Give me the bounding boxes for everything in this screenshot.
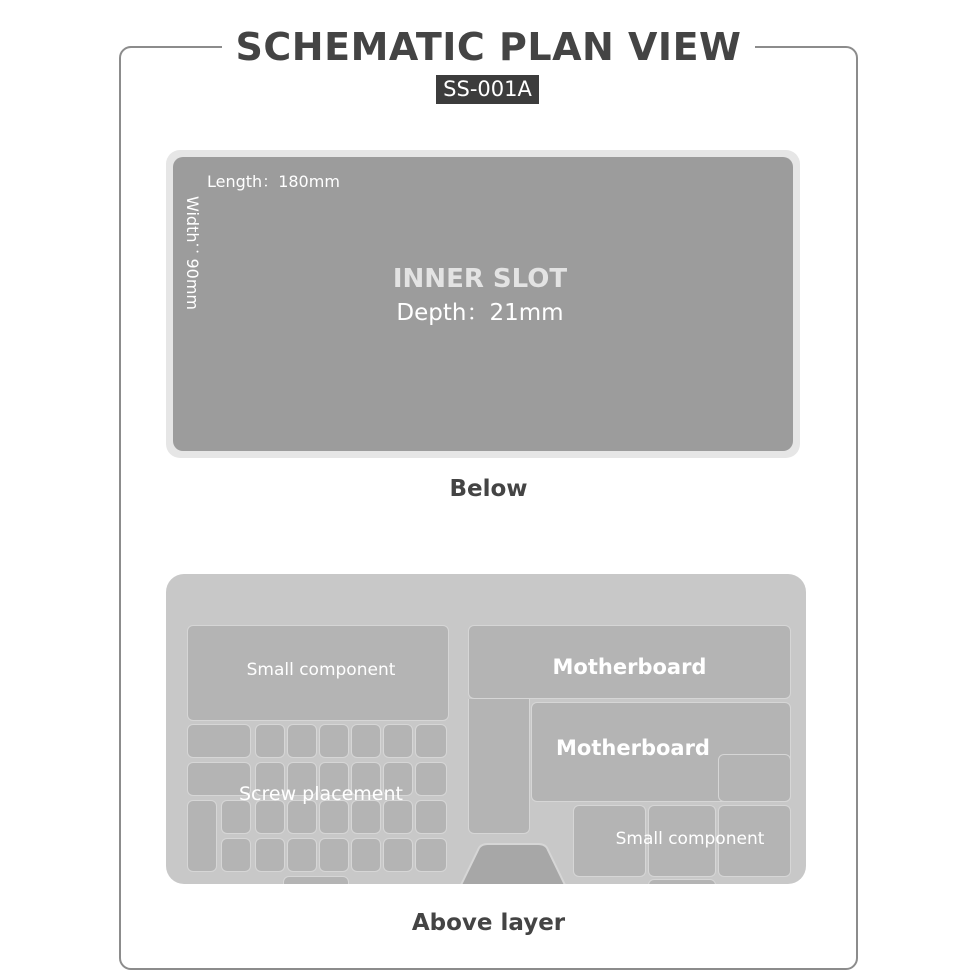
screw-compartment xyxy=(319,838,349,872)
small-component-label-bottom: Small component xyxy=(615,829,765,849)
screw-compartment xyxy=(221,800,251,834)
width-label: Width：90mm xyxy=(183,196,202,311)
screw-placement-label: Screw placement xyxy=(239,783,403,805)
screw-compartment xyxy=(287,800,317,834)
screw-compartment xyxy=(383,724,413,758)
motherboard-label-2: Motherboard xyxy=(556,736,710,760)
small-component-compartment xyxy=(718,754,791,802)
screw-compartment xyxy=(287,724,317,758)
screw-compartment xyxy=(415,724,447,758)
length-label: Length：180mm xyxy=(207,172,340,191)
screw-compartment xyxy=(255,724,285,758)
small-component-compartment xyxy=(648,879,716,884)
above-layer-caption: Above layer xyxy=(411,910,566,936)
screw-compartment xyxy=(255,838,285,872)
model-code-badge: SS-001A xyxy=(436,75,539,104)
screw-compartment xyxy=(383,838,413,872)
screw-compartment xyxy=(283,876,349,884)
inner-slot-title: INNER SLOT xyxy=(392,264,568,294)
finger-notch xyxy=(450,842,575,884)
diagram-title: SCHEMATIC PLAN VIEW xyxy=(0,22,977,72)
screw-compartment xyxy=(187,724,251,758)
screw-compartment xyxy=(351,800,381,834)
screw-compartment xyxy=(351,724,381,758)
motherboard-compartment xyxy=(468,699,530,834)
screw-compartment xyxy=(287,838,317,872)
screw-compartment xyxy=(383,800,413,834)
screw-compartment xyxy=(319,724,349,758)
screw-compartment xyxy=(319,800,349,834)
screw-compartment xyxy=(187,800,217,872)
screw-compartment xyxy=(415,800,447,834)
inner-slot-depth: Depth：21mm xyxy=(396,300,564,326)
motherboard-label-1: Motherboard xyxy=(552,655,707,679)
below-caption: Below xyxy=(449,476,528,502)
small-component-label: Small component xyxy=(246,660,396,680)
screw-compartment xyxy=(351,838,381,872)
screw-compartment xyxy=(255,800,285,834)
screw-compartment xyxy=(221,838,251,872)
screw-compartment xyxy=(415,838,447,872)
